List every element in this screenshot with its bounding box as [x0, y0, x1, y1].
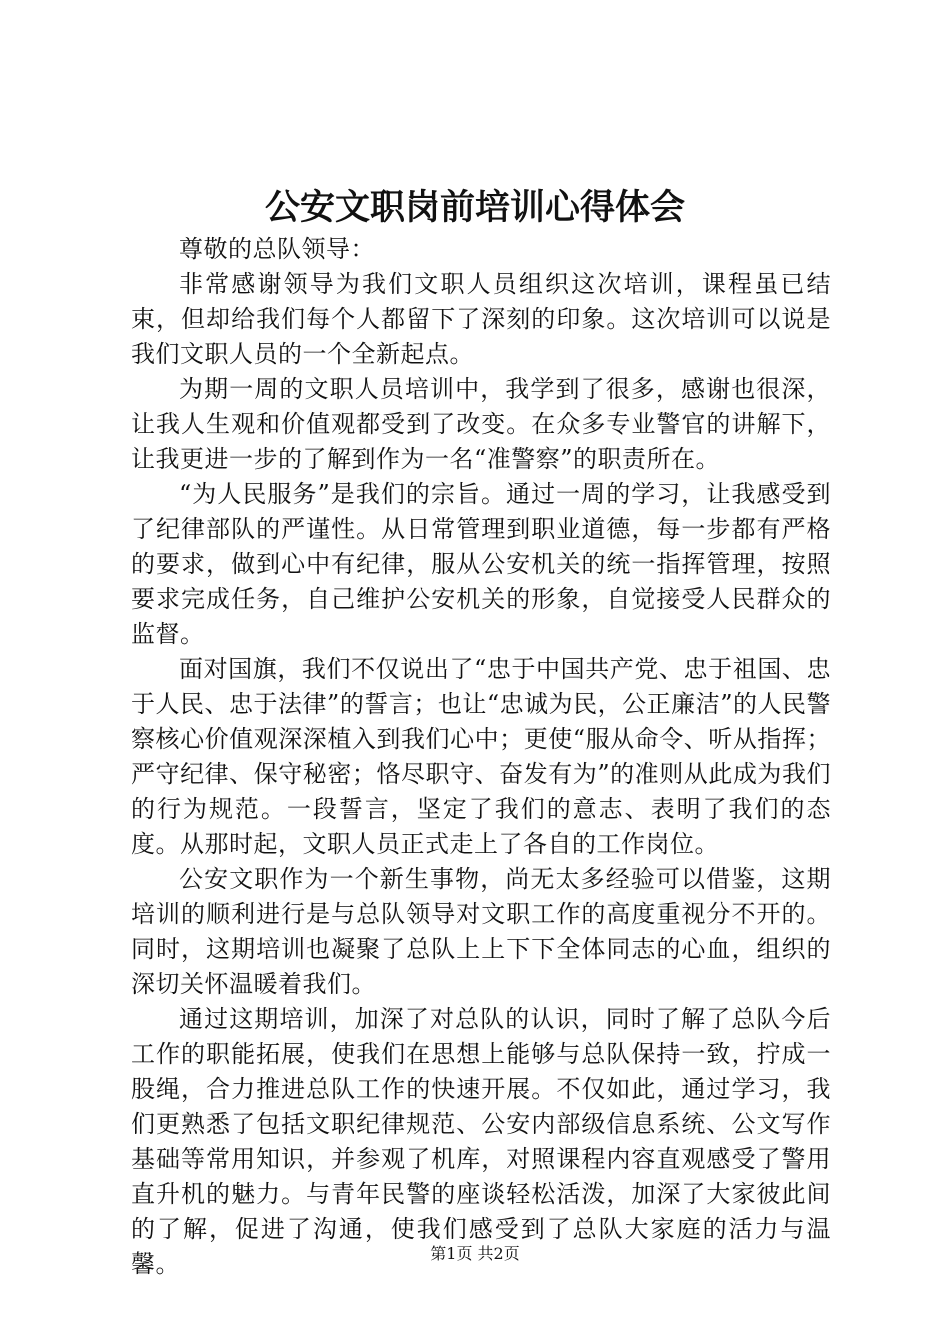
salutation: 尊敬的总队领导： — [179, 235, 375, 263]
document-title: 公安文职岗前培训心得体会 — [264, 187, 685, 228]
paragraph: 公安文职作为一个新生事物，尚无太多经验可以借鉴，这期培训的顺利进行是与总队领导对文职工作的高度重视分不开的。同时，这期培训也凝聚了总队上上下下全体同志的心血，组织的深切关怀温暖着我们。 — [131, 865, 831, 998]
paragraph: “为人民服务”是我们的宗旨。通过一周的学习，让我感受到了纪律部队的严谨性。从日常管理到职业道德，每一步都有严格的要求，做到心中有纪律，服从公安机关的统一指挥管理，按照要求完成任务，自己维护公安机关的形象，自觉接受人民群众的监督。 — [131, 480, 831, 648]
paragraph: 非常感谢领导为我们文职人员组织这次培训，课程虽已结束，但却给我们每个人都留下了深刻的印象。这次培训可以说是我们文职人员的一个全新起点。 — [131, 270, 831, 368]
paragraph: 面对国旗，我们不仅说出了“忠于中国共产党、忠于祖国、忠于人民、忠于法律”的誓言；也让“忠诚为民，公正廉洁”的人民警察核心价值观深深植入到我们心中；更使“服从命令、听从指挥；严守纪律、保守秘密；恪尽职守、奋发有为”的准则从此成为我们的行为规范。一段誓言，坚定了我们的意志、表明了我们的态度。从那时起，文职人员正式走上了各自的工作岗位。 — [131, 655, 831, 858]
paragraph: 为期一周的文职人员培训中，我学到了很多，感谢也很深，让我人生观和价值观都受到了改变。在众多专业警官的讲解下，让我更进一步的了解到作为一名“准警察”的职责所在。 — [131, 375, 831, 473]
document-body — [131, 232, 831, 1282]
paragraph: 通过这期培训，加深了对总队的认识，同时了解了总队今后工作的职能拓展，使我们在思想上能够与总队保持一致，拧成一股绳，合力推进总队工作的快速开展。不仅如此，通过学习，我们更熟悉了包括文职纪律规范、公安内部级信息系统、公文写作基础等常用知识，并参观了机库，对照课程内容直观感受了警用直升机的魅力。与青年民警的座谈轻松活泼，加深了大家彼此间的了解，促进了沟通，使我们感受到了总队大家庭的活力与温馨。 — [131, 1005, 831, 1278]
page-footer: 第1页 共2页 — [430, 1244, 520, 1263]
